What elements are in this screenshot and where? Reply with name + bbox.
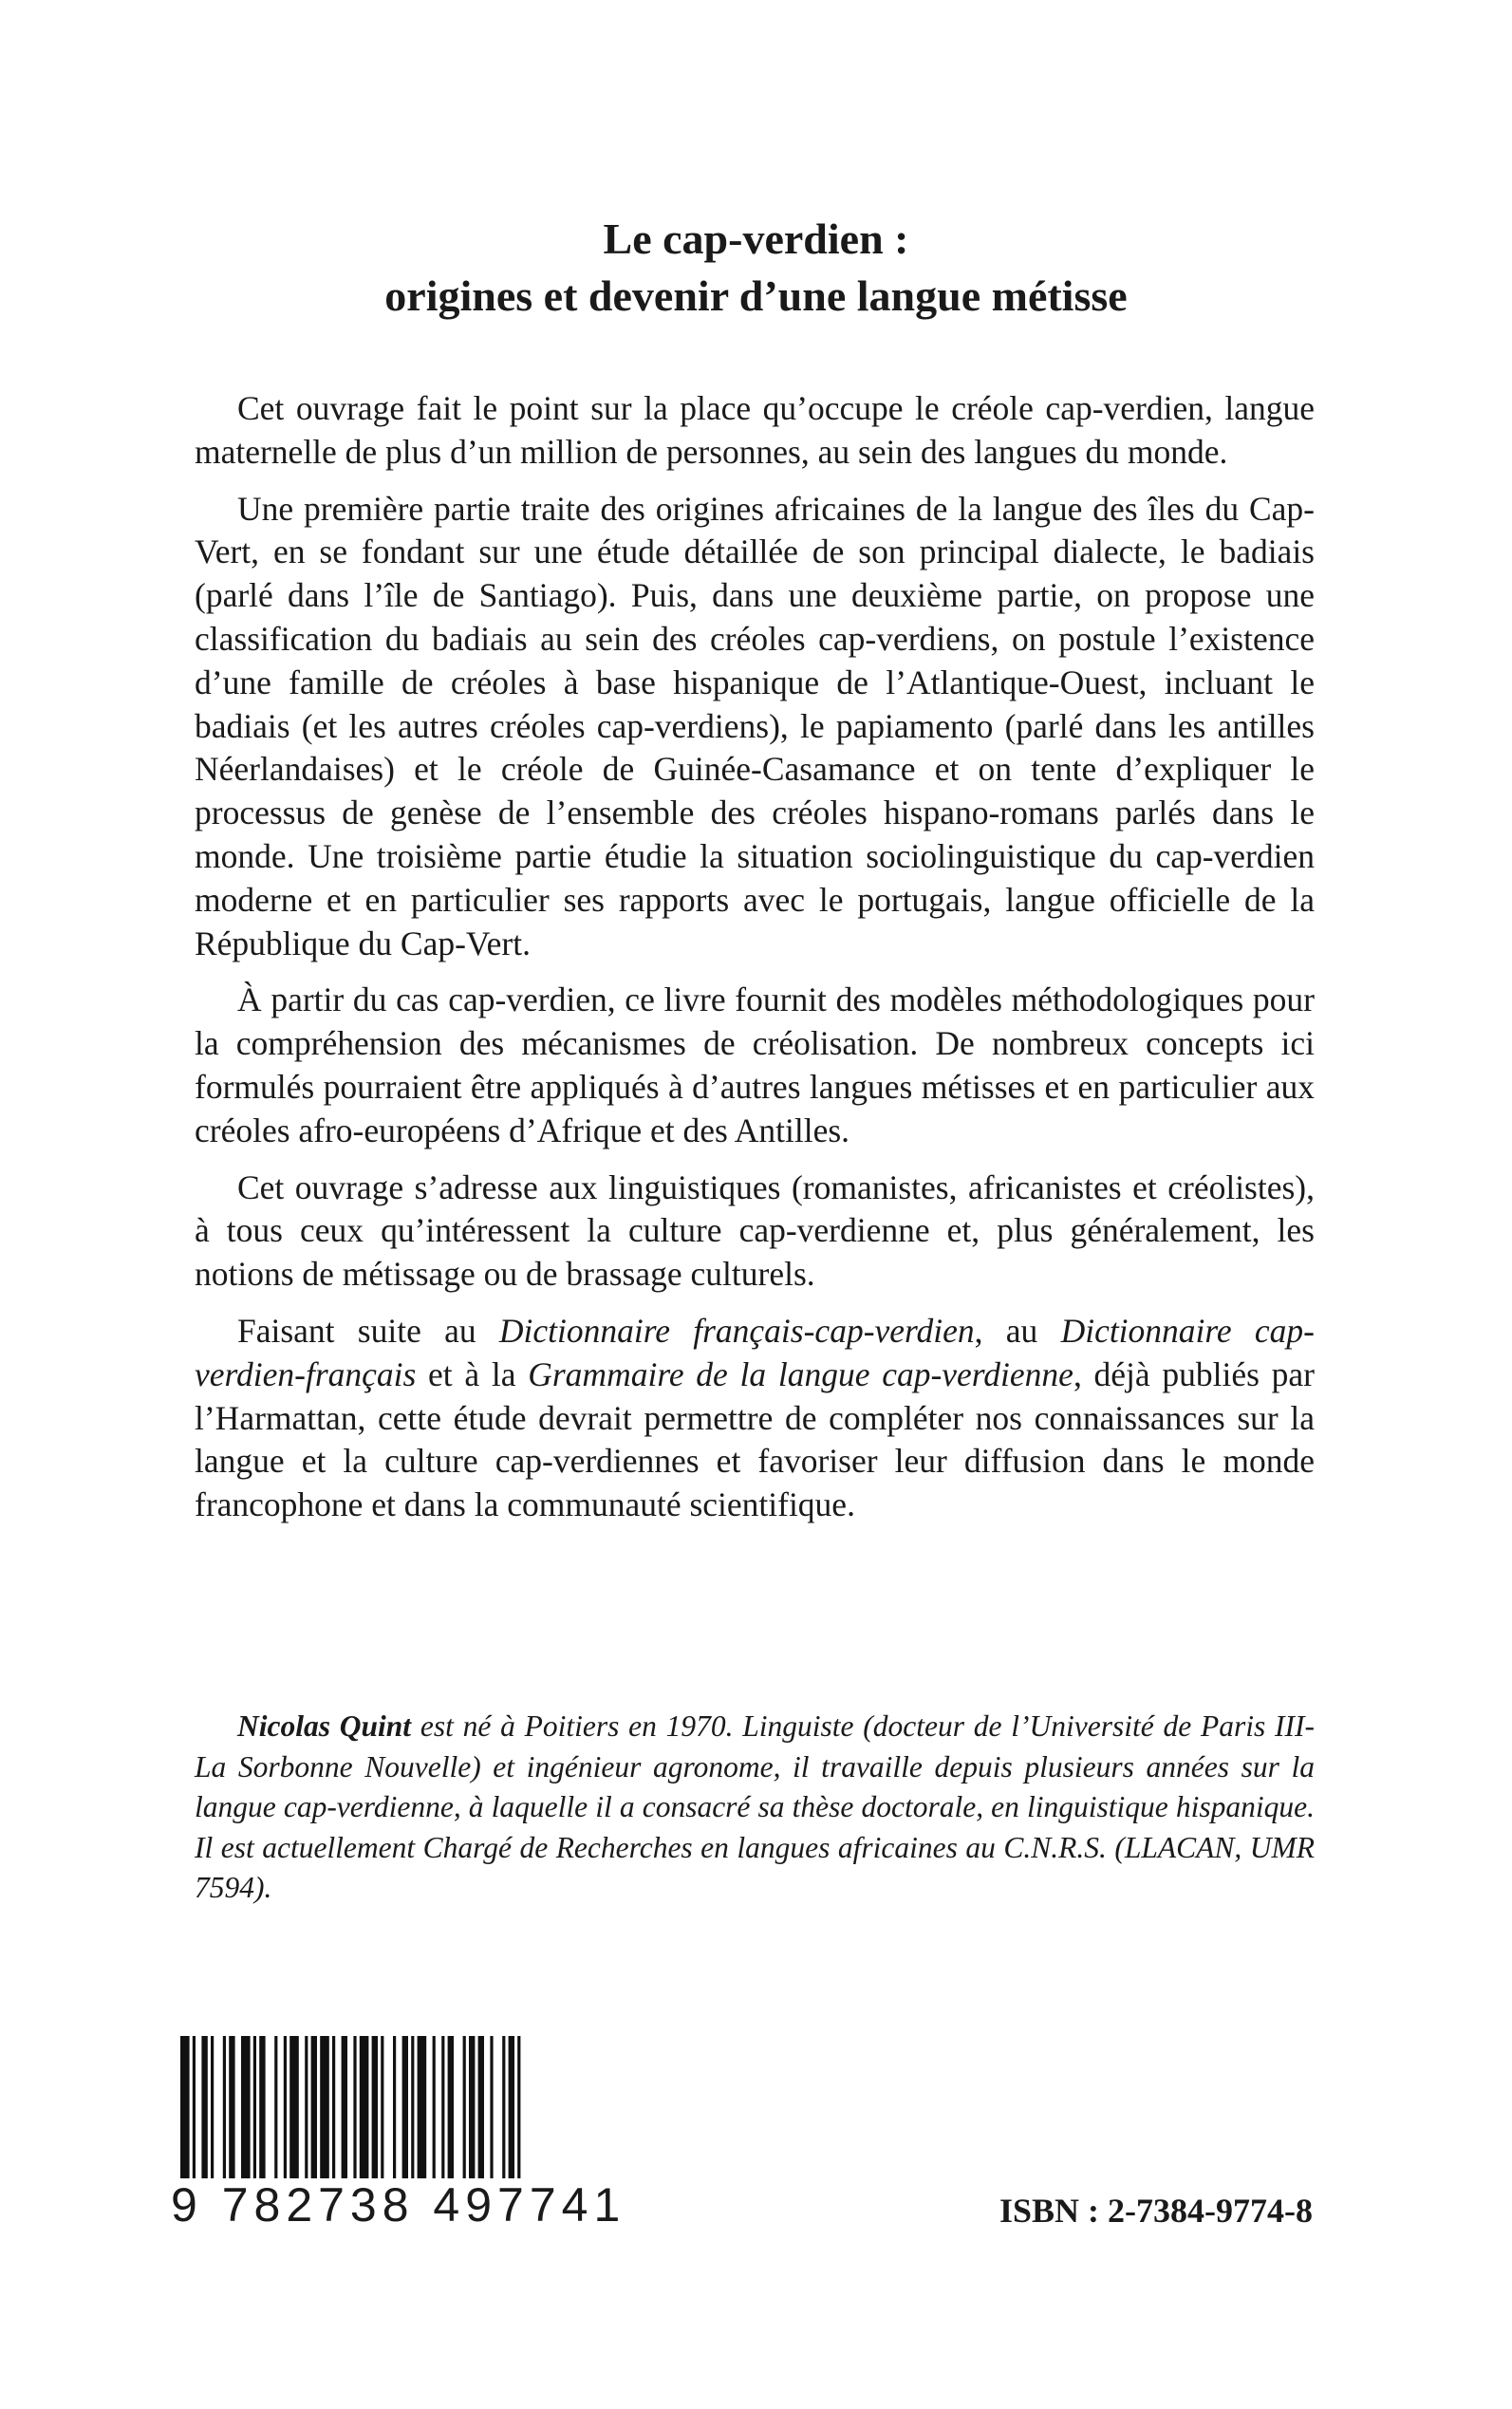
- barcode-bar: [463, 2036, 466, 2178]
- p5-title-dictionnaire-cv-fr: Dictionnaire cap-verdien-français: [195, 1311, 1315, 1393]
- barcode-bar: [274, 2036, 277, 2178]
- barcode-bar: [241, 2036, 251, 2178]
- paragraph-2: Une première partie traite des origines africaines de la langue des îles du Cap-Vert, en se fondant sur une étude détaillée de son principal dialecte, le badiais (parlé dans l’île de Santiago). Puis, dans une deuxième partie, on propose une classification du badiais au sein des créoles cap-verdiens, on postule l’existence d’une famille de créoles à base hispanique de l’Atlantique-Ouest, incluant le badiais (et les autres créoles cap-verdiens), le papiamento (parlé dans les antilles Néerlandaises) et le créole de Guinée-Casamance et on tente d’expliquer le processus de genèse de l’ensemble des créoles hispano-romans parlés dans le monde. Une troisième partie étudie la situation sociolinguistique du cap-verdien moderne et en particulier ses rapports avec le portugais, langue officielle de la République du Cap-Vert.: [195, 489, 1315, 962]
- barcode-bar: [478, 2036, 484, 2178]
- barcode-bar: [411, 2036, 414, 2178]
- barcode-bar: [320, 2036, 329, 2178]
- barcode-bar: [490, 2036, 493, 2178]
- barcode-bar: [372, 2036, 378, 2178]
- barcode-bar: [517, 2036, 520, 2178]
- barcode-bar: [193, 2036, 196, 2178]
- barcode-bar: [509, 2036, 514, 2178]
- barcode-bar: [229, 2036, 234, 2178]
- barcode-bar: [360, 2036, 369, 2178]
- barcode-bar: [284, 2036, 287, 2178]
- barcode-bar: [393, 2036, 396, 2178]
- summary-text: [195, 387, 1315, 1541]
- book-title: [0, 211, 1512, 325]
- barcode-bar: [259, 2036, 265, 2178]
- title-line-1: Le cap-verdien :: [603, 215, 909, 263]
- barcode-bar: [201, 2036, 207, 2178]
- barcode-bar: [253, 2036, 256, 2178]
- barcode-bar: [342, 2036, 347, 2178]
- barcode-bar: [402, 2036, 408, 2178]
- p5-text-3: et à la: [416, 1354, 529, 1393]
- p5-text-4: , déjà publiés par l’Harmattan, cette étude devrait permettre de compléter nos connaissances sur la langue et la culture cap-verdiennes et favoriser leur diffusion dans le monde francophone et dans la communauté scientifique.: [195, 1354, 1315, 1524]
- p5-title-grammaire: Grammaire de la langue cap-verdienne: [528, 1354, 1073, 1393]
- title-line-2: origines et devenir d’une langue métisse: [384, 271, 1128, 320]
- p5-text-2: , au: [974, 1311, 1061, 1350]
- barcode-bar: [353, 2036, 356, 2178]
- barcode-bars: [180, 2036, 579, 2178]
- barcode-bar: [223, 2036, 226, 2178]
- author-bio-text: est né à Poitiers en 1970. Linguiste (docteur de l’Université de Paris III-La Sorbonne Nouvelle) et ingénieur agronome, il travaille depuis plusieurs années sur la langue cap-verdienne, à laquelle il a consacré sa thèse doctorale, en linguistique hispanique. Il est actuellement Chargé de Recherches en langues africaines au C.N.R.S. (LLACAN, UMR 7594).: [195, 1709, 1316, 1904]
- author-bio: [195, 1707, 1315, 1909]
- p5-title-dictionnaire-fr-cv: Dictionnaire français-cap-verdien: [498, 1311, 975, 1350]
- paragraph-5: [195, 1310, 1315, 1527]
- barcode-bar: [433, 2036, 436, 2178]
- barcode-bar: [448, 2036, 454, 2178]
- barcode-bar: [211, 2036, 214, 2178]
- barcode-bar: [418, 2036, 427, 2178]
- paragraph-3: À partir du cas cap-verdien, ce livre fournit des modèles méthodologiques pour la compréhension des mécanismes de créolisation. De nombreux concepts ici formulés pourraient être appliqués à d’autres langues métisses et en particulier aux créoles afro-européens d’Afrique et des Antilles.: [195, 980, 1315, 1149]
- author-name: Nicolas Quint: [237, 1709, 412, 1743]
- barcode-bar: [289, 2036, 299, 2178]
- barcode-bar: [305, 2036, 308, 2178]
- p5-text-1: Faisant suite au: [237, 1311, 499, 1350]
- barcode-bar: [441, 2036, 444, 2178]
- barcode-bar: [381, 2036, 383, 2178]
- barcode-bar: [469, 2036, 475, 2178]
- barcode-digits: 9 782738 497741: [171, 2178, 626, 2232]
- barcode-bar: [311, 2036, 317, 2178]
- paragraph-4: Cet ouvrage s’adresse aux linguistiques (romanistes, africanistes et créolistes), à tous ceux qu’intéressent la culture cap-verdienne et, plus généralement, les notions de métissage ou de brassage culturels.: [195, 1167, 1315, 1294]
- barcode-bar: [332, 2036, 335, 2178]
- barcode-bar: [180, 2036, 190, 2178]
- barcode-bar: [502, 2036, 505, 2178]
- paragraph-1: Cet ouvrage fait le point sur la place qu’occupe le créole cap-verdien, langue maternelle de plus d’un million de personnes, au sein des langues du monde.: [195, 389, 1315, 471]
- isbn-label: ISBN : 2-7384-9774-8: [999, 2192, 1313, 2230]
- barcode: [171, 2036, 626, 2235]
